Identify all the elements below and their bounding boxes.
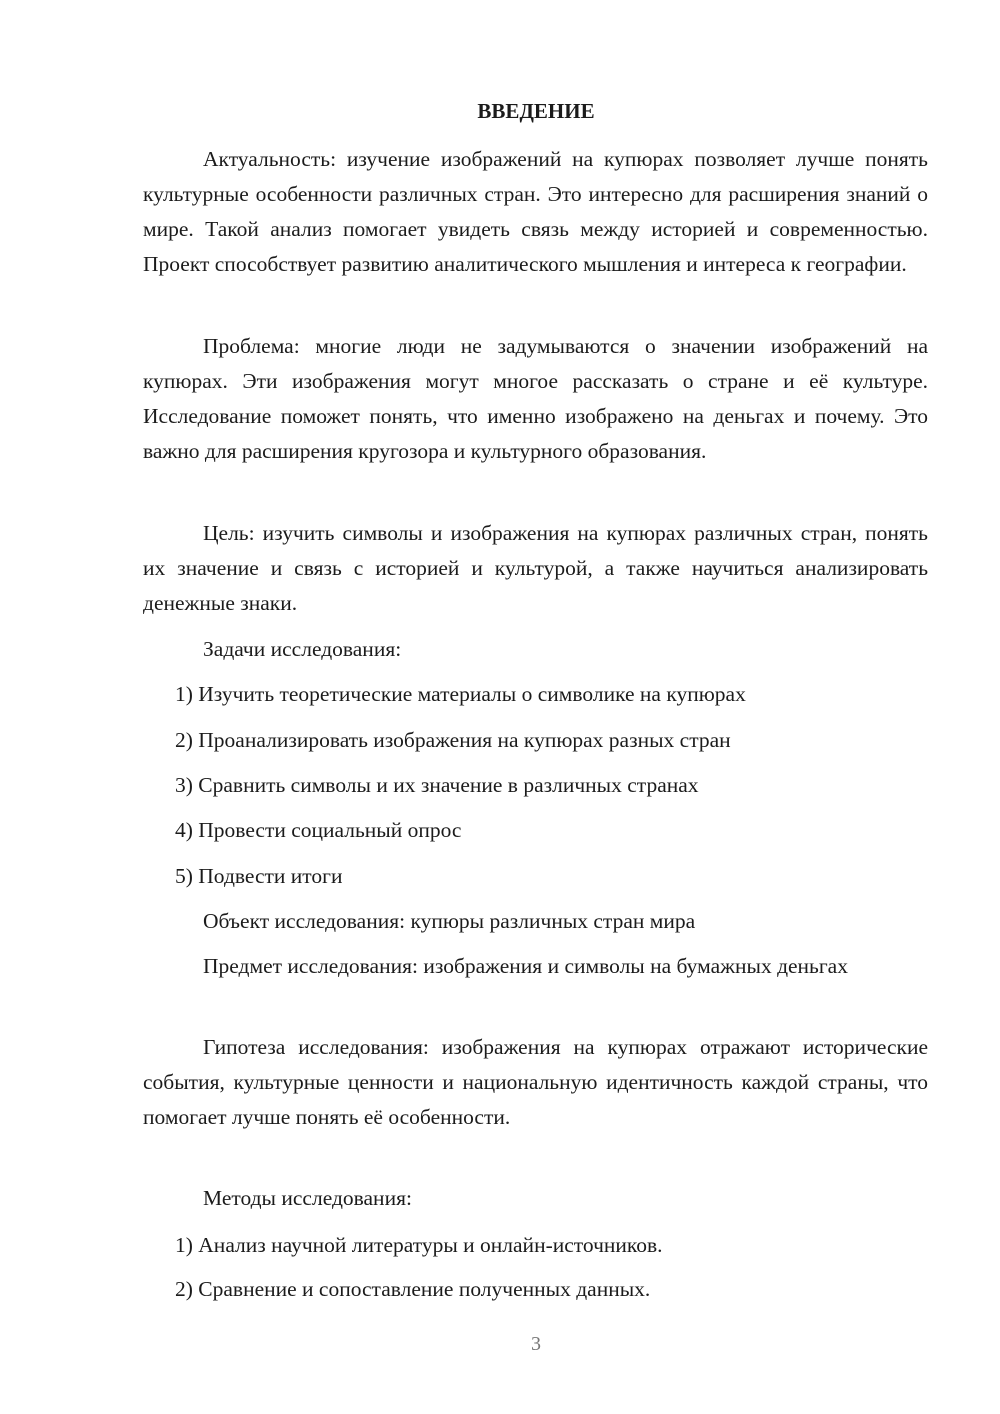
methods-heading: Методы исследования:	[203, 1186, 412, 1210]
relevance-paragraph: Актуальность: изучение изображений на купюрах позволяет лучше понять культурные особенности различных стран. Это интересно для расширения знаний о мире. Такой анализ помогает увидеть связь между историей и современностью. Проект способствует развитию аналитического мышления и интереса к географии.	[143, 147, 928, 276]
task-item: 4) Провести социальный опрос	[175, 818, 462, 842]
task-item: 2) Проанализировать изображения на купюрах разных стран	[175, 728, 731, 752]
section-heading: ВВЕДЕНИЕ	[477, 99, 595, 123]
method-item: 2) Сравнение и сопоставление полученных данных.	[175, 1277, 651, 1301]
tasks-heading: Задачи исследования:	[203, 637, 402, 661]
method-item: 1) Анализ научной литературы и онлайн-источников.	[175, 1233, 663, 1257]
goal-paragraph: Цель: изучить символы и изображения на купюрах различных стран, понять их значение и связь с историей и культурой, а также научиться анализировать денежные знаки.	[143, 521, 928, 615]
subject-paragraph: Предмет исследования: изображения и символы на бумажных деньгах	[203, 954, 848, 978]
task-item: 1) Изучить теоретические материалы о символике на купюрах	[175, 682, 746, 706]
object-statement: Объект исследования: купюры различных стран мира	[203, 909, 696, 933]
hypothesis-paragraph: Гипотеза исследования: изображения на купюрах отражают исторические события, культурные ценности и национальную идентичность каждой страны, что помогает лучше понять её особенности.	[143, 1035, 928, 1129]
task-item: 3) Сравнить символы и их значение в различных странах	[175, 773, 699, 797]
page-number: 3	[531, 1333, 541, 1355]
task-item: 5) Подвести итоги	[175, 864, 343, 888]
problem-paragraph: Проблема: многие люди не задумываются о значении изображений на купюрах. Эти изображения могут многое рассказать о стране и её культуре. Исследование поможет понять, что именно изображено на деньгах и почему. Это важно для расширения кругозора и культурного образования.	[143, 334, 928, 463]
